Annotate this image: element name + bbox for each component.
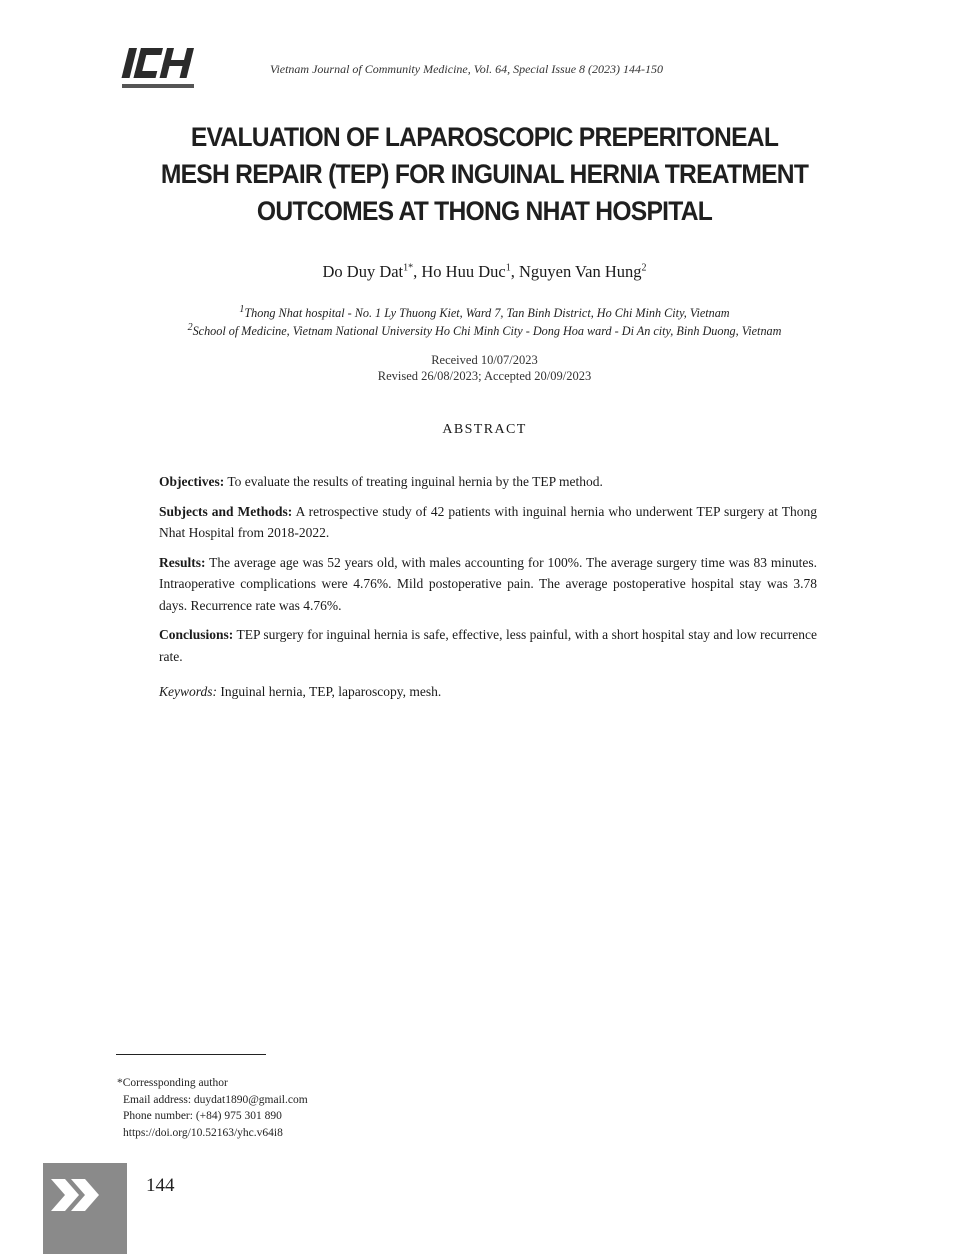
received-date: Received 10/07/2023	[431, 353, 538, 367]
affiliation-line: $^1$Thong Nhat hospital - No. 1 Ly Thuong Kiet, Ward 7, Tan Binh District, Ho Chi Minh City, Vietnam	[239, 303, 730, 320]
affiliation-line: $^2$School of Medicine, Vietnam National University Ho Chi Minh City - Dong Hoa ward - Di An city, Binh Duong, Vietnam	[187, 321, 782, 338]
footnote-divider	[116, 1054, 266, 1055]
author-affiliation-mark: 1	[505, 262, 511, 274]
author-name: Nguyen Van Hung	[518, 262, 642, 281]
section-label: Objectives:	[159, 474, 225, 489]
abstract-conclusions: Conclusions: TEP surgery for inguinal hernia is safe, effective, less painful, with a short hospital stay and low recurrence rate.	[159, 627, 817, 664]
page-tab	[43, 1163, 127, 1254]
title-line-1: EVALUATION OF LAPAROSCOPIC PREPERITONEAL	[190, 122, 779, 152]
corresponding-author-footnote	[117, 1075, 308, 1141]
author-name: Do Duy Dat	[322, 262, 404, 281]
ich-logo-icon	[116, 44, 204, 94]
paper-title	[34, 119, 935, 230]
abstract-body	[159, 471, 817, 711]
abstract-keywords: Keywords: Inguinal hernia, TEP, laparoscopy, mesh.	[159, 684, 442, 699]
abstract-heading: ABSTRACT	[442, 422, 527, 437]
abstract-methods: Subjects and Methods: A retrospective study of 42 patients with inguinal hernia who underwent TEP surgery at Thong Nhat Hospital from 2018-2022.	[159, 503, 817, 540]
author-affiliation-mark: 1*	[403, 262, 414, 274]
footnote-email: Email address: duydat1890@gmail.com	[123, 1093, 308, 1106]
author-affiliation-mark: 2	[641, 262, 647, 274]
author-name: Ho Huu Duc	[421, 262, 506, 281]
section-label: Conclusions:	[159, 627, 234, 642]
section-label: Results:	[159, 554, 206, 570]
abstract-objectives: Objectives: To evaluate the results of treating inguinal hernia by the TEP method.	[159, 474, 603, 489]
footnote-phone: Phone number: (+84) 975 301 890	[123, 1110, 282, 1122]
abstract-results: Results: The average age was 52 years old, with males accounting for 100%. The average surgery time was 83 minutes. Intraoperative complications were 4.76%. Mild postoperative pain. The average postoperative hospital stay was 3.78 days. Recurrence rate was 4.76%.	[159, 554, 817, 613]
keywords-label: Keywords:	[159, 684, 217, 699]
title-line-3: OUTCOMES AT THONG NHAT HOSPITAL	[256, 196, 713, 226]
affiliations	[0, 304, 969, 340]
journal-logo	[116, 44, 204, 94]
section-label: Subjects and Methods:	[159, 503, 293, 519]
title-line-2: MESH REPAIR (TEP) FOR INGUINAL HERNIA TREATMENT	[160, 159, 809, 189]
page-number: 144	[146, 1175, 175, 1196]
author-list: Do Duy Dat$^{1*}$, Ho Huu Duc$^1$, Nguyen Van Hung$^2$	[322, 262, 647, 281]
double-chevron-icon	[43, 1175, 103, 1215]
journal-citation: Vietnam Journal of Community Medicine, Vol. 64, Special Issue 8 (2023) 144-150	[270, 62, 664, 76]
footnote-doi: https://doi.org/10.52163/yhc.v64i8	[123, 1126, 283, 1139]
revised-accepted-date: Revised 26/08/2023; Accepted 20/09/2023	[377, 369, 592, 383]
submission-dates	[0, 352, 969, 384]
footnote-author: *Corressponding author	[117, 1077, 228, 1089]
